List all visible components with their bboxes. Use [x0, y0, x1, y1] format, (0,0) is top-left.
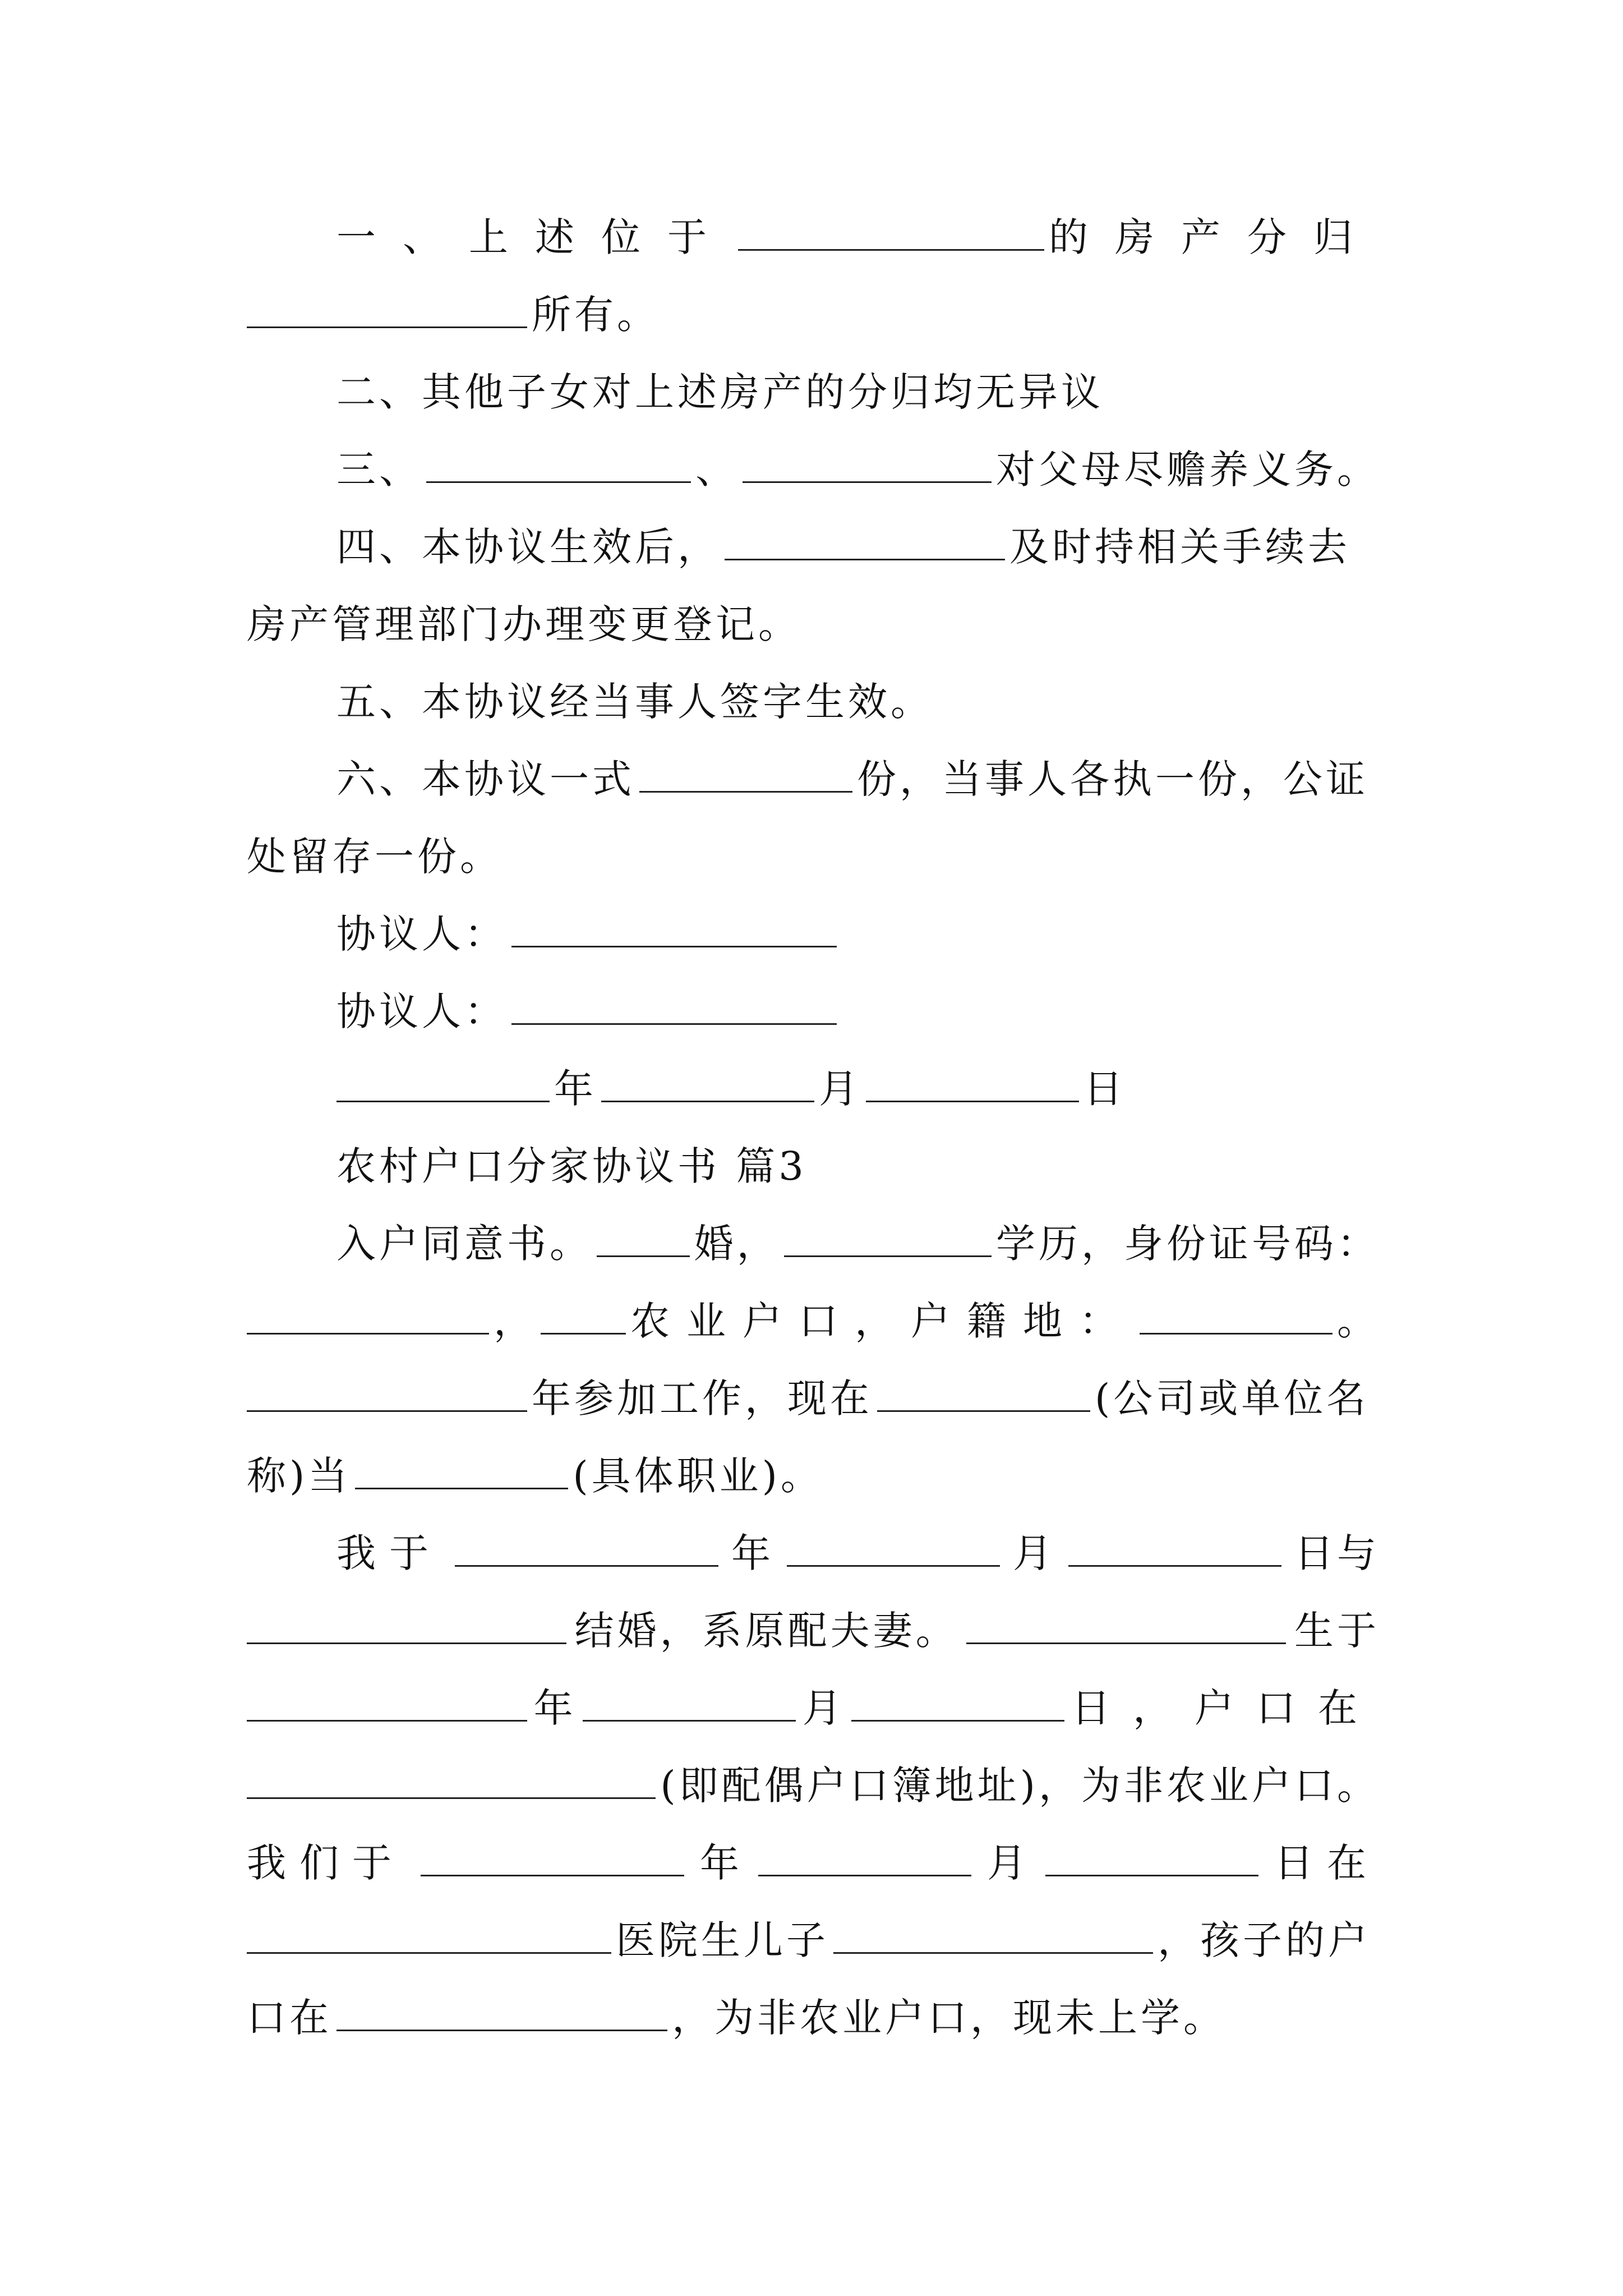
fill-in-blank[interactable] [247, 1952, 611, 1954]
fill-in-blank[interactable] [247, 1410, 527, 1412]
text-segment: 月 [1013, 1530, 1055, 1576]
text-segment: 年 [731, 1530, 774, 1576]
signature-blank[interactable] [511, 946, 837, 947]
text-segment: 。 [1337, 1298, 1380, 1344]
text-segment: 学历，身份证号码： [996, 1221, 1380, 1267]
fill-in-blank[interactable] [787, 1565, 1000, 1567]
fill-in-blank[interactable] [247, 326, 527, 328]
text-segment: (即配偶户口簿地址)，为非农业户口。 [660, 1763, 1380, 1809]
consent-line-6 [247, 1604, 1380, 1658]
clause-6-line-2 [247, 830, 1380, 884]
fill-in-blank[interactable] [784, 1255, 992, 1257]
text-segment: 日与 [1294, 1530, 1380, 1576]
fill-in-blank[interactable] [541, 1333, 626, 1335]
text-segment: 年参加工作，现在 [532, 1375, 873, 1421]
fill-in-blank[interactable] [1068, 1565, 1281, 1567]
section-heading [336, 1139, 1380, 1193]
text-segment: 协议人： [336, 988, 507, 1034]
fill-in-blank[interactable] [597, 1255, 690, 1257]
section-title: 农村户口分家协议书 篇3 [336, 1143, 807, 1189]
text-segment: 日在 [1274, 1840, 1380, 1886]
year-blank[interactable] [336, 1101, 550, 1102]
text-segment: 、 [695, 447, 739, 493]
fill-in-blank[interactable] [966, 1642, 1286, 1644]
fill-in-blank[interactable] [725, 559, 1005, 560]
day-blank[interactable] [866, 1101, 1079, 1102]
text-segment: 四、本协议生效后， [336, 524, 720, 570]
fill-in-blank[interactable] [1140, 1333, 1332, 1335]
fill-in-blank[interactable] [851, 1720, 1064, 1722]
clause-6-line-1 [336, 752, 1380, 806]
fill-in-blank[interactable] [421, 1875, 684, 1876]
text-segment: 入户同意书。 [336, 1221, 592, 1267]
consent-line-1 [336, 1217, 1380, 1271]
text-segment: 医院生儿子 [616, 1917, 829, 1963]
text-segment: 月 [802, 1685, 845, 1731]
clause-3 [336, 443, 1380, 496]
fill-in-blank[interactable] [336, 2030, 667, 2031]
consent-line-5 [336, 1526, 1380, 1580]
fill-in-blank[interactable] [877, 1410, 1090, 1412]
consent-line-11 [247, 1991, 1380, 2045]
text-segment: (公司或单位名 [1095, 1375, 1370, 1421]
text-segment: 年 [554, 1066, 597, 1112]
text-segment: 年 [533, 1685, 577, 1731]
clause-1-line-1 [336, 210, 1380, 264]
text-segment: 生于 [1294, 1608, 1380, 1654]
fill-in-blank[interactable] [743, 481, 992, 483]
signature-blank[interactable] [511, 1023, 837, 1025]
clause-2 [336, 365, 1380, 419]
text-segment: 月 [987, 1840, 1030, 1886]
text-segment: 年 [700, 1840, 743, 1886]
clause-5 [336, 675, 1380, 729]
text-segment: 婚， [694, 1221, 780, 1267]
fill-in-blank[interactable] [583, 1720, 796, 1722]
text-segment: 月 [819, 1066, 861, 1112]
clause-4-line-1 [336, 520, 1380, 574]
text-segment: 及时持相关手续去 [1009, 524, 1350, 570]
fill-in-blank[interactable] [1045, 1875, 1258, 1876]
signatory-line [336, 907, 1380, 961]
text-segment: 我于 [336, 1530, 442, 1576]
text-segment: ，孩子的户 [1158, 1917, 1371, 1963]
text-segment: 日 [1083, 1066, 1126, 1112]
fill-in-blank[interactable] [355, 1488, 568, 1489]
fill-in-blank[interactable] [247, 1720, 527, 1722]
consent-line-9 [247, 1836, 1380, 1890]
text-segment: 六、本协议一式 [336, 756, 635, 802]
fill-in-blank[interactable] [639, 791, 852, 793]
text-segment: 协议人： [336, 911, 507, 957]
fill-in-blank[interactable] [758, 1875, 971, 1876]
text-segment: 日，户口在 [1071, 1685, 1380, 1731]
consent-line-4 [247, 1449, 1380, 1503]
text-segment: 结婚，系原配夫妻。 [574, 1608, 958, 1654]
consent-line-2 [247, 1294, 1380, 1348]
text-segment: 一、上述位于 [336, 214, 734, 260]
consent-line-3 [247, 1372, 1380, 1425]
month-blank[interactable] [601, 1101, 814, 1102]
signatory-line [336, 984, 1380, 1038]
text-segment: 我们于 [247, 1840, 405, 1886]
fill-in-blank[interactable] [247, 1642, 566, 1644]
text-segment: (具体职业)。 [573, 1453, 823, 1499]
fill-in-blank[interactable] [738, 249, 1044, 251]
clause-4-line-2 [247, 597, 1380, 651]
fill-in-blank[interactable] [247, 1797, 656, 1799]
text-segment: 所有。 [532, 292, 660, 338]
consent-line-7 [247, 1681, 1380, 1735]
text-segment: 口在 [247, 1995, 332, 2041]
text-segment: 份，当事人各执一份，公证 [857, 756, 1368, 802]
text-segment: 五、本协议经当事人签字生效。 [336, 679, 933, 725]
text-segment: 房产管理部门办理变更登记。 [247, 601, 801, 647]
text-segment: 的房产分归 [1049, 214, 1380, 260]
text-segment: 三、 [336, 447, 422, 493]
text-segment: 称)当 [247, 1453, 351, 1499]
date-line [336, 1062, 1380, 1116]
text-segment: 农业户口，户籍地： [630, 1298, 1135, 1344]
clause-1-line-2 [247, 288, 1380, 342]
consent-line-8 [247, 1759, 1380, 1812]
fill-in-blank[interactable] [833, 1952, 1153, 1954]
fill-in-blank[interactable] [455, 1565, 718, 1567]
fill-in-blank[interactable] [426, 481, 691, 483]
text-segment: 二、其他子女对上述房产的分归均无异议 [336, 369, 1104, 415]
text-segment: 对父母尽赡养义务。 [996, 447, 1380, 493]
text-segment: ，为非农业户口，现未上学。 [672, 1995, 1226, 2041]
text-segment: ， [494, 1298, 536, 1344]
fill-in-blank[interactable] [247, 1333, 489, 1335]
consent-line-10 [247, 1913, 1380, 1967]
text-segment: 处留存一份。 [247, 834, 502, 880]
